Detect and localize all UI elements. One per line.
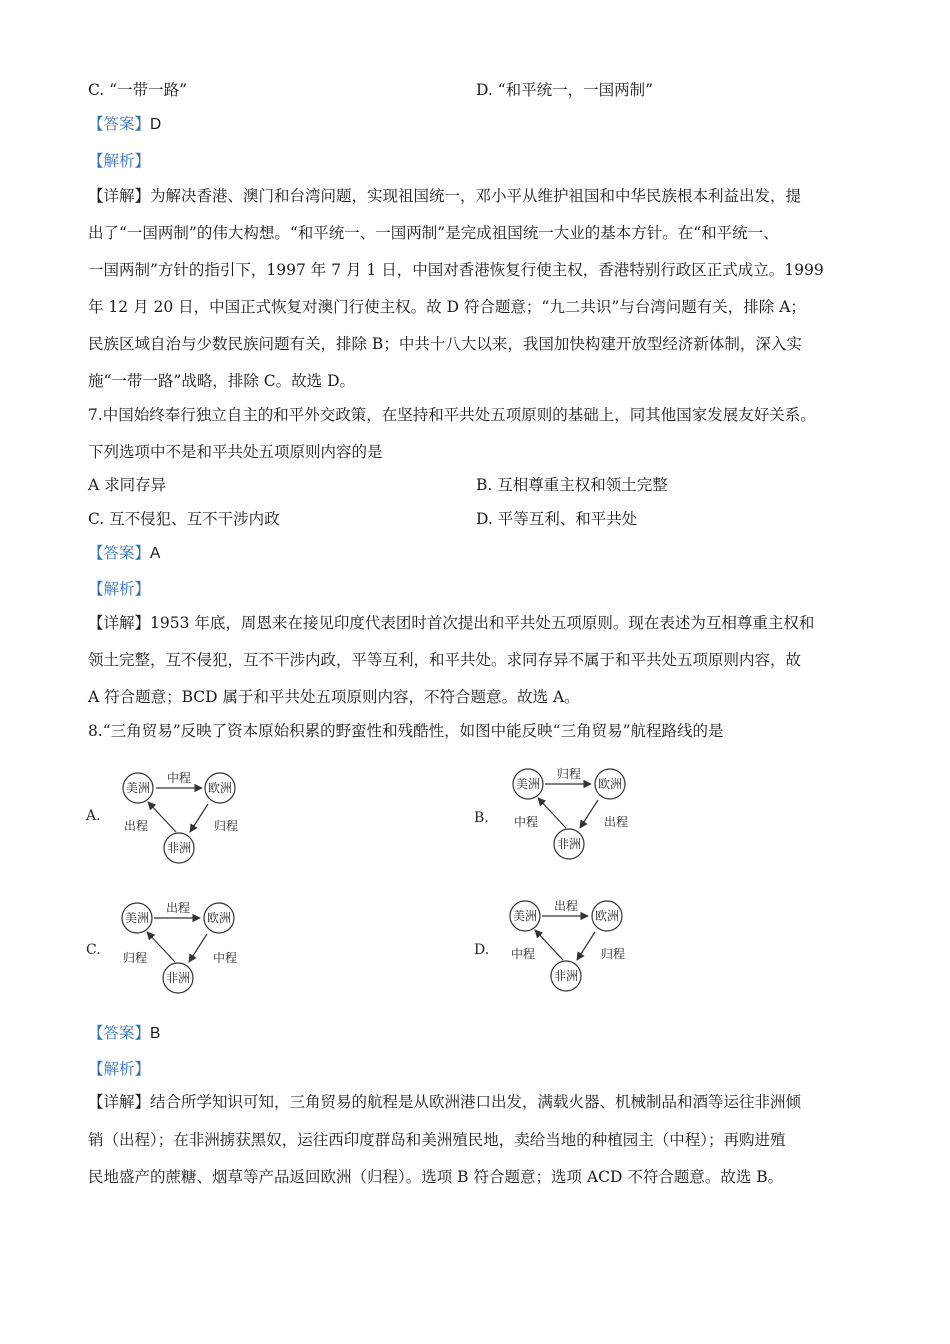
- option-label: B.: [474, 810, 489, 826]
- q7-answer: [88, 542, 870, 565]
- q7-option-b: B. 互相尊重主权和领土完整: [476, 476, 668, 494]
- top-edge-label: 中程: [166, 771, 192, 785]
- diagram-a: [86, 762, 286, 872]
- q8-analysis: [88, 1058, 870, 1080]
- europe-label: 欧洲: [206, 911, 232, 925]
- arrow-left: [147, 932, 175, 962]
- europe-label: 欧洲: [207, 781, 233, 795]
- america-label: 美洲: [124, 911, 150, 925]
- q7-option-a: A 求同存异: [88, 476, 167, 494]
- diagram-c: [86, 892, 286, 1002]
- q7-option-c: C. 互不侵犯、互不干涉内政: [88, 510, 280, 528]
- right-edge-label: 归程: [600, 947, 626, 961]
- africa-label: 非洲: [166, 841, 192, 855]
- detail-tag: 【详解】: [88, 1093, 151, 1111]
- q7-option-d: D. 平等互利、和平共处: [476, 510, 638, 528]
- arrow-right: [190, 804, 208, 832]
- left-edge-label: 出程: [123, 819, 149, 833]
- option-label: D.: [474, 942, 490, 958]
- top-edge-label: 出程: [553, 899, 579, 913]
- q8-detail-line: 民地盛产的蔗糖、烟草等产品返回欧洲（归程）。选项 B 符合题意；选项 ACD 不符合题意。故选 B。: [88, 1168, 784, 1186]
- q6-detail-line: 出了“一国两制”的伟大构想。“和平统一、一国两制”是完成祖国统一大业的基本方针。在“和平统一、: [88, 224, 779, 242]
- q7-detail-line: A 符合题意；BCD 属于和平共处五项原则内容，不符合题意。故选 A。: [88, 688, 580, 706]
- left-edge-label: 归程: [122, 951, 148, 965]
- q7-analysis: [88, 578, 870, 600]
- answer-tag: 【答案】: [88, 1024, 151, 1042]
- diagram-d: [474, 890, 674, 1000]
- africa-label: 非洲: [556, 837, 582, 851]
- answer-value: A: [150, 545, 161, 562]
- q7-stem-line: 下列选项中不是和平共处五项原则内容的是: [88, 443, 383, 461]
- q7-detail-line: 领土完整，互不侵犯，互不干涉内政，平等互利，和平共处。求同存异不属于和平共处五项原则内容，故: [88, 651, 802, 669]
- q6-analysis: [88, 150, 870, 172]
- q7-stem-line: 7.中国始终奉行独立自主的和平外交政策，在坚持和平共处五项原则的基础上，同其他国家发展友好关系。: [88, 406, 816, 424]
- top-edge-label: 归程: [556, 767, 582, 781]
- q8-detail-line: 销（出程）；在非洲掳获黑奴，运往西印度群岛和美洲殖民地，卖给当地的种植园主（中程）；再购进殖: [88, 1131, 786, 1149]
- answer-value: B: [150, 1025, 161, 1042]
- q6-detail-line: 民族区域自治与少数民族问题有关，排除 B；中共十八大以来，我国加快构建开放型经济新体制，深入实: [88, 335, 802, 353]
- right-edge-label: 归程: [213, 819, 239, 833]
- europe-label: 欧洲: [597, 777, 623, 791]
- america-label: 美洲: [125, 781, 151, 795]
- q6-detail-line: 一国两制”方针的指引下，1997 年 7 月 1 日，中国对香港恢复行使主权，香港特别行政区正式成立。1999: [88, 261, 824, 279]
- analysis-tag: 【解析】: [88, 1060, 151, 1078]
- arrow-right: [189, 934, 207, 962]
- detail-text: 结合所学知识可知，三角贸易的航程是从欧洲港口出发，满载火器、机械制品和酒等运往非洲倾: [150, 1093, 802, 1111]
- arrow-right: [577, 932, 595, 960]
- europe-label: 欧洲: [594, 909, 620, 923]
- q6-option-c: C. “一带一路”: [88, 81, 188, 99]
- q6-detail-line: 年 12 月 20 日，中国正式恢复对澳门行使主权。故 D 符合题意；“九二共识”与台湾问题有关，排除 A；: [88, 298, 806, 316]
- q7-detail-line: [88, 612, 870, 634]
- q8-detail-line: [88, 1091, 870, 1113]
- q6-option-d: D. “和平统一，一国两制”: [476, 81, 654, 99]
- america-label: 美洲: [512, 909, 538, 923]
- right-edge-label: 出程: [603, 815, 629, 829]
- arrow-right: [580, 800, 598, 828]
- option-label: C.: [86, 942, 101, 958]
- detail-text: 为解决香港、澳门和台湾问题，实现祖国统一，邓小平从维护祖国和中华民族根本利益出发，提: [150, 187, 802, 205]
- option-label: A.: [86, 808, 101, 824]
- answer-tag: 【答案】: [88, 544, 151, 562]
- answer-value: D: [150, 116, 162, 133]
- arrow-left: [148, 802, 176, 832]
- left-edge-label: 中程: [513, 815, 539, 829]
- analysis-tag: 【解析】: [88, 152, 151, 170]
- detail-tag: 【详解】: [88, 187, 151, 205]
- answer-tag: 【答案】: [88, 115, 151, 133]
- q6-detail-line: 施“一带一路”战略，排除 C。故选 D。: [88, 372, 355, 390]
- detail-tag: 【详解】: [88, 614, 151, 632]
- america-label: 美洲: [515, 777, 541, 791]
- right-edge-label: 中程: [212, 951, 238, 965]
- analysis-tag: 【解析】: [88, 580, 151, 598]
- arrow-left: [535, 930, 563, 960]
- detail-text: 1953 年底，周恩来在接见印度代表团时首次提出和平共处五项原则。现在表述为互相尊重主权和: [150, 614, 815, 632]
- q6-detail-line: [88, 185, 870, 207]
- diagram-b: [474, 758, 674, 868]
- q6-answer: [88, 113, 870, 136]
- q8-answer: [88, 1022, 870, 1045]
- q8-stem: 8.“三角贸易”反映了资本原始积累的野蛮性和残酷性，如图中能反映“三角贸易”航程路线的是: [88, 722, 724, 740]
- africa-label: 非洲: [553, 969, 579, 983]
- left-edge-label: 中程: [510, 947, 536, 961]
- africa-label: 非洲: [165, 971, 191, 985]
- arrow-left: [538, 798, 566, 828]
- top-edge-label: 出程: [165, 901, 191, 915]
